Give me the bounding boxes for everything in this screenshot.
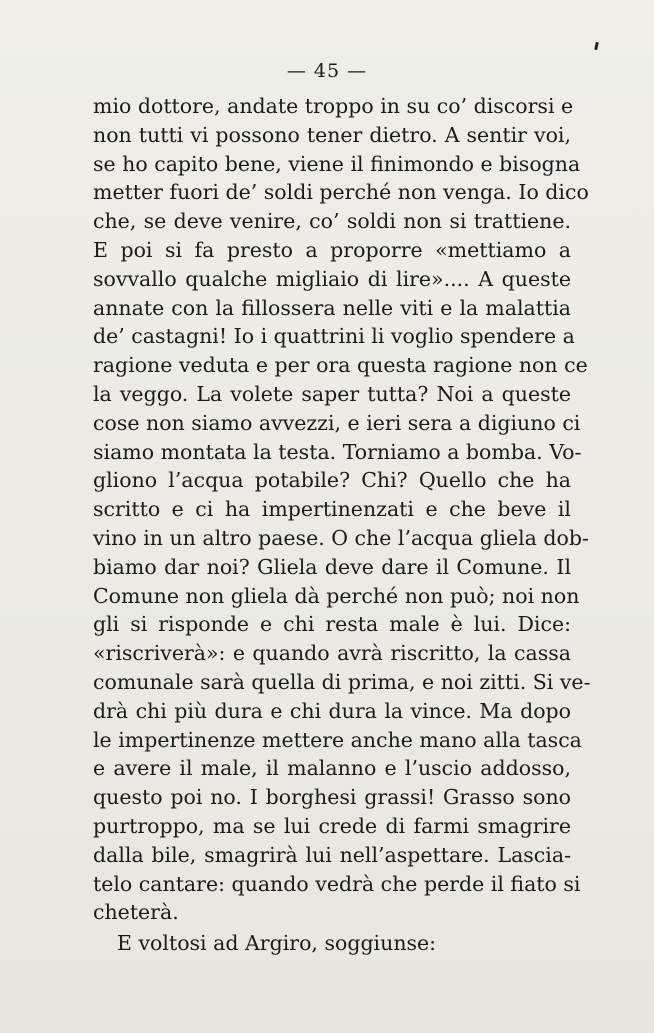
text-line: la veggo. La volete saper tutta? Noi a queste xyxy=(93,381,571,406)
text-line: E poi si fa presto a proporre «mettiamo a xyxy=(93,237,571,262)
text-line: sovvallo qualche migliaio di lire».... A queste xyxy=(93,266,571,291)
ink-speck xyxy=(594,42,599,50)
text-line: drà chi più dura e chi dura la vince. Ma dopo xyxy=(93,698,571,723)
text-line: de’ castagni! Io i quattrini li voglio spendere a xyxy=(93,324,575,349)
text-line: comunale sarà quella di prima, e noi zitti. Si ve- xyxy=(93,669,591,694)
text-line: siamo montata la testa. Torniamo a bomba. Vo- xyxy=(93,439,582,464)
page-body-text xyxy=(93,92,591,958)
text-line: scritto e ci ha impertinenzati e che beve il xyxy=(93,497,571,522)
text-line: telo cantare: quando vedrà che perde il fiato si xyxy=(93,871,581,896)
text-line: e avere il male, il malanno e l’uscio addosso, xyxy=(93,756,571,781)
text-line: che, se deve venire, co’ soldi non si trattiene. xyxy=(93,209,571,234)
text-line: le impertinenze mettere anche mano alla tasca xyxy=(93,727,582,752)
text-line: purtroppo, ma se lui crede di farmi smagrire xyxy=(93,813,571,838)
page-number: — 45 — xyxy=(286,60,368,82)
text-line: questo poi no. I borghesi grassi! Grasso sono xyxy=(93,785,571,810)
text-line: biamo dar noi? Gliela deve dare il Comune. Il xyxy=(93,554,571,579)
text-line: gli si risponde e chi resta male è lui. Dice: xyxy=(93,612,571,637)
text-line-new-paragraph: E voltosi ad Argiro, soggiunse: xyxy=(117,931,437,956)
text-line: se ho capito bene, viene il finimondo e bisogna xyxy=(93,151,581,176)
text-line: vino in un altro paese. O che l’acqua gliela dob- xyxy=(93,525,589,550)
text-line: annate con la fillossera nelle viti e la malattia xyxy=(93,295,571,320)
text-line: ragione veduta e per ora questa ragione non ce xyxy=(93,353,588,378)
text-line: dalla bile, smagrirà lui nell’aspettare. Lascia- xyxy=(93,842,571,867)
text-line: cose non siamo avvezzi, e ieri sera a digiuno ci xyxy=(93,410,581,435)
text-line: Comune non gliela dà perché non può; noi non xyxy=(93,583,580,608)
text-line-paragraph-end: cheterà. xyxy=(93,900,179,925)
text-line: «riscriverà»: e quando avrà riscritto, la cassa xyxy=(93,641,571,666)
text-line: gliono l’acqua potabile? Chi? Quello che ha xyxy=(93,468,571,493)
text-line: non tutti vi possono tener dietro. A sentir voi, xyxy=(93,122,571,147)
text-line: mio dottore, andate troppo in su co’ discorsi e xyxy=(93,94,574,118)
text-line: metter fuori de’ soldi perché non venga. Io dico xyxy=(93,180,589,205)
